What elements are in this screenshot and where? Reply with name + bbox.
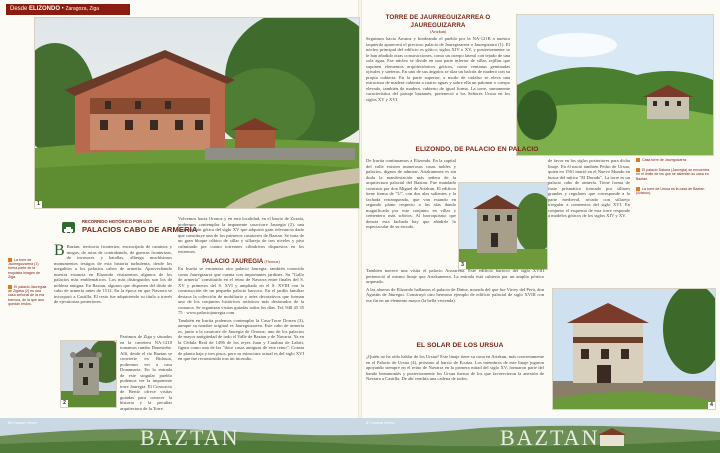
photo-number: 4 <box>708 402 715 409</box>
right-column-text: de favor en los siglos posteriores para dicha linaje. En él nació también Pedro de Ursua, quien en 1561 murió en el Nuevo Mundo en busca del mítico "El Dorado". La torre es un palacio cabo de armería. Tiene forma de fuste prismática formado por sillares grandes y regulares que corresponde a la parte medieval, secado con sillarejo irregular a comienzos del siglo XVI. En conjunto el esquema de esta torre responde a modelos góticos de los siglos XIV y XV. <box>548 158 630 218</box>
torre-heading-title: TORRE DE JAURREGUIZARREA O JAUREGUIZARRA <box>385 14 491 29</box>
caption-item: Casa torre de Jaurrguizarra. <box>636 158 714 162</box>
bullet-icon <box>636 158 640 162</box>
ursua-heading: EL SOLAR DE LOS URSUA <box>416 342 504 349</box>
subhead-palacio-jauregia: PALACIO JAUREGIA (Oronoz) <box>202 257 280 265</box>
footer-logo-left: BAZTAN <box>140 425 240 450</box>
col3-para3: También en Irurita podemos contemplar la Casa-Torre Dorrea (3), aunque su nombre original es Jaureguizarrea. Este cabo de armería es, junto a la casatorre de Jauregia de Oronoz, uno de los palacios de mayor antigüedad de todo el Valle de Baztan y de Navarra. Ya en la Cédula Real de 1496 de los reyes Juan y Catalina de Labrit, figura como una de las "doce casas antiguas de este reino". Consta de planta baja y tres pisos, pero su estructura actual es del siglo XVI en que fue reconstruida tras un incendio. <box>178 317 304 361</box>
col3-para1: Volvemos hacia Oronoz y en esta localidad, en el barrio de Zozaia, podremos contemplar la imponente casa-torre Jauregia (2), una construcción gótica del siglo XV que adquirió gran relevancia dado que constituye una de los primeros casatorres de Baztan. Se trata de un gran bloque cúbico de sillar y sillarejo de tres niveles y piso culminado por cuatro torreones cilíndricos dispuestos en los extremos. <box>178 216 304 254</box>
footer-page-right: 87 euskal herria <box>366 420 395 425</box>
text-column-2: Partimos de Ziga y situados en la carretera NA-1210 tomamos rumbo Donestebe. Allí, desde el río Baztan se convierte en Bidasoa, podremos ver a casa Donamaria. En la entrada de este singular pueblo podemos ver la imponente torre Jauregia. El Consorcio de Bertiz ofrece visitas guiadas para conocer la historia y la peculiar arquitectura de la Torre. <box>120 334 172 411</box>
photo-palace-main <box>34 17 360 209</box>
photo-number: 1 <box>35 201 42 208</box>
photo-jauregia-tower <box>60 340 117 408</box>
caption-item: El palacio Datuea (Jauregia) se encuentra en el límite de los que se asientan su casa en Baztan. <box>636 168 710 181</box>
right-caption-list <box>636 158 714 195</box>
section-header: Desde ELIZONDO • Zaragoza, Ziga <box>6 4 130 15</box>
footer-landscape <box>0 418 720 453</box>
torre-heading-place: (Arizkun) <box>429 29 447 34</box>
elizondo-text-b <box>366 268 544 303</box>
footer-logo-right: BAZTAN <box>500 425 600 450</box>
intro-column: B Baztan, territorio fronterizo, encrucijada de caminos y mugas, de rutas de contrabando, de guerras fronterizas, de invasores y batallas, alberga muchísimos monumentos testigos de esta historia turbulenta, desde los megalitos a los palacios cabos de armería. Aprovechando nuestra estancia en Elizondo visitaremos algunos de los palacios más emblemáticos. Los más distinguidos son los de nobleza antigua. En Baztan, algunos que disponen del título de cabo de armería antes de 1512. En la época en que Navarra se incorporó a Castilla. El resto fue adquiriendo su título a través de ejecutorias posteriores. <box>54 242 172 304</box>
box-title-small: RECORRIDO HISTÓRICO POR LOS <box>82 219 153 224</box>
torre-text: Seguimos hacia Arraioz y bordeando el pueblo por la NA-121B a nuestra izquierda aparecerá el precioso palacio de Jauregizarrea o Jauregizarra (1). El núcleo principal del edificio es gótico, siglos XIV o XV, y posteriormente se le han añadido otras construcciones, como un cuerpo lateral con tejado de una sola agua. Ese núcleo se divide en una parte inferior de sillar, rejillas que suponen elementos arquitectónicos góticos, como ventanas geminadas ojivales y saeteras. En uno de sus ángulos se alza un balcón de madera con su propia cubierta. En la parte superior, a modo de cadalso se eleva una estructura de madera cubierta a cuatro aguas y sobre ella un palomar o cuerpo elevado, también de madera, cubierto de igual forma. La torre, sumamente característica del paisaje baztanés, perteneció a los Señores Ursua en los siglos XV y XVI. <box>366 36 510 102</box>
caption-item: El palacio Jaureguia de Zigaka (2) es una casa señorial de la era barroca, de la que aun quedan restos. <box>8 285 47 306</box>
section-name: ELIZONDO <box>29 6 61 12</box>
photo-jaurreguizarra <box>516 14 714 156</box>
caption-list <box>8 258 48 306</box>
torre-heading <box>368 14 508 34</box>
breadcrumb: Zaragoza, Ziga <box>65 6 100 12</box>
elizondo-para2: También merece una visita el palacio Arozarena. Este edificio barroco del siglo XVIII perteneció al mismo linaje que Arizkunenea. La entrada está cubierta por un amplio pórtico arqueado. <box>366 268 544 284</box>
ursua-text: ¿Quién no ha oído hablar de los Ursua? Este linaje tiene su cuna en Arizkun, más concretamente en el Palacio de Ursua (4), próximo al barrio de Ecuiza. Los miembros de este linaje jugaron apoyando siempre en el reino de Navarra en la primera mitad del siglo XV, formaron parte del bando beaumontés y posteriormente los Ursua fueron de los que favorecieron la anexión de Navarra a Castilla. De ahí vendría una cadena de todos. <box>366 354 544 381</box>
caption-item: La torre de Ursua es la casa de Baztan (Arizkun). <box>636 186 705 196</box>
photo-datuea <box>458 182 548 270</box>
elizondo-text <box>366 158 456 230</box>
photo-number: 2 <box>61 400 68 407</box>
section-prefix: Desde <box>10 6 28 12</box>
drop-cap: B <box>54 242 65 259</box>
text-column-3 <box>178 216 304 362</box>
box-title: PALACIOS CABO DE ARMERÍA <box>82 225 198 234</box>
photo-number: 3 <box>459 262 466 269</box>
elizondo-heading: ELIZONDO, DE PALACIO EN PALACIO <box>415 146 539 153</box>
caption-item: La torre de Jaurreguizarrea (1) forma parte de la exquisita imagen de Ziga. <box>8 258 40 279</box>
elizondo-para3: A las afueras de Elizondo hallamos el palacio de Datue, morada del que fue Virrey del Perú, don Agustín de Jáuregui. Construyó otro hermoso ejemplo de edificio palacial de siglo XVIII con ese fin en un elemento mayor (la bella vivienda). <box>366 286 544 303</box>
col3-para2: En Irurita se encuentra otro palacio Jauregia, también conocido como Jauregizarra que cuenta con importantes jardines. Su "Gallo de armería" constituido en el reino de Navarra entre finales del S. XV y primeros del S. XVI y ampliado en el S. XVIII con la construcción de un pequeño palacio barroco. En el jardín familiar destaca la colección de mobiliario y artes decorativos que forman uno de los conjuntos históricos artísticos más destacados de la comarca. Se organizan visitas guiadas todos los días. Tel. 948 45 35 75 · www.palaciojauregia.com <box>178 266 304 315</box>
photo-ursua <box>552 288 716 410</box>
car-icon <box>62 222 75 233</box>
footer-page-left: 86 euskal herria <box>8 420 37 425</box>
elizondo-para1: De Irurita continuamos a Elizondo. En la capital del valle existen numerosas casas nobles y palacios, dignos de admirar. Arizkunenea es sin duda la manifestación más señera de la arquitectura palacial del Baztan. Fue mandado construir por don Miguel de Arizkun. El edificio tiene forma de "U", con dos alas salientes y la fachada retranqueada, que van estando en segundo plano respecto a las alas dando magnificada por este conjunto en villar y cementero más sobrios. Al barroquismo que denota esta fachada hay que añadirle lo espectacular de su escudo. <box>366 158 456 229</box>
